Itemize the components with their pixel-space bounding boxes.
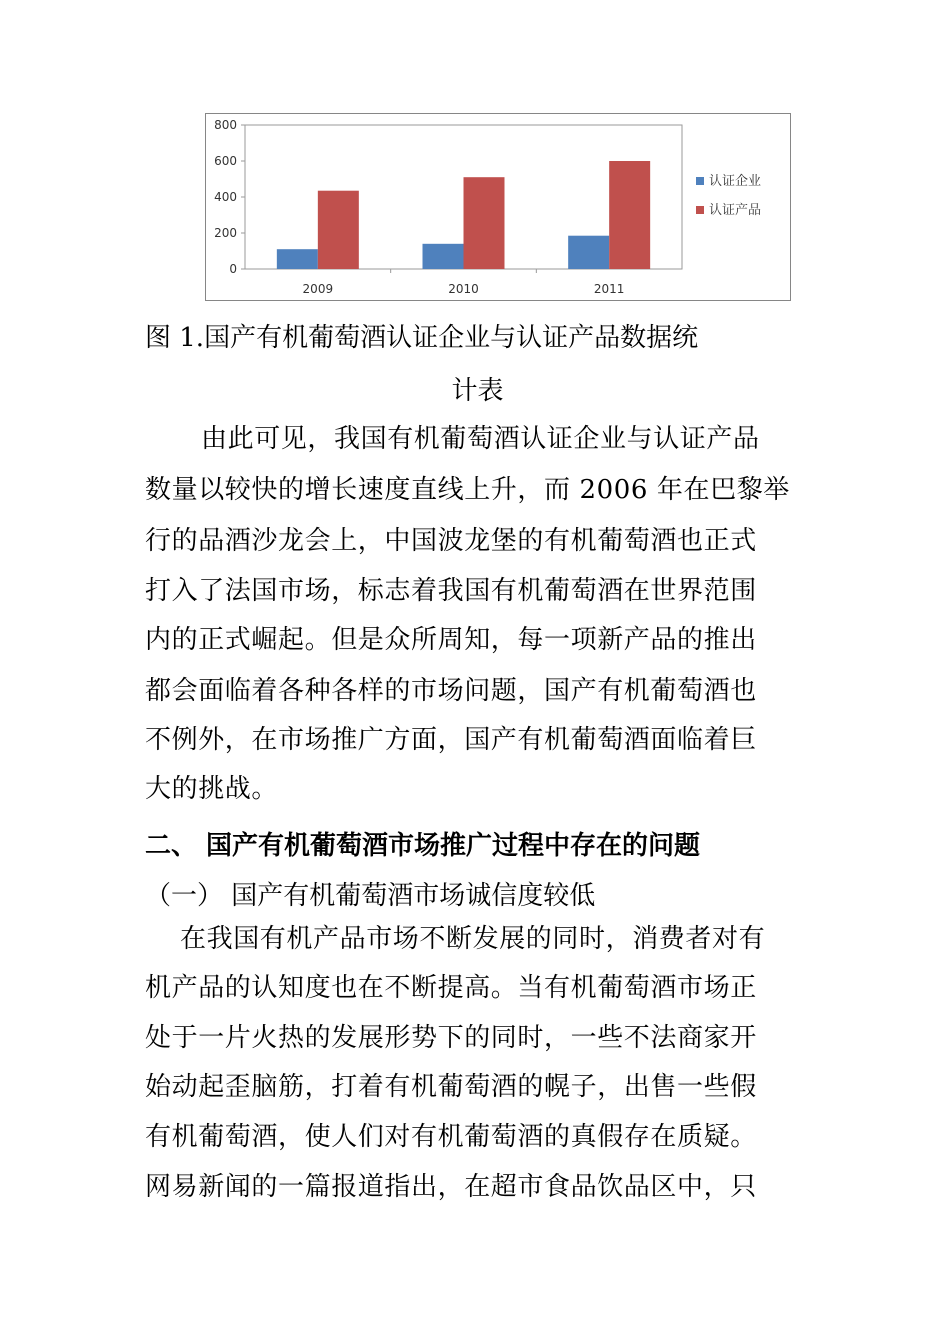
paragraph-line: 处于一片火热的发展形势下的同时，一些不法商家开 xyxy=(145,1023,757,1053)
y-tick-label: 800 xyxy=(214,118,237,132)
bar-enterprise xyxy=(423,244,464,269)
bar-product xyxy=(318,191,359,269)
paragraph-line: 内的正式崛起。但是众所周知，每一项新产品的推出 xyxy=(145,625,757,655)
bar-product xyxy=(609,161,650,269)
section-heading: 二、 国产有机葡萄酒市场推广过程中存在的问题 xyxy=(145,831,701,861)
paragraph-line: 行的品酒沙龙会上，中国波龙堡的有机葡萄酒也正式 xyxy=(145,526,757,556)
paragraph-line: 都会面临着各种各样的市场问题，国产有机葡萄酒也 xyxy=(145,676,757,706)
x-tick-label: 2009 xyxy=(302,282,334,296)
paragraph-line: 始动起歪脑筋，打着有机葡萄酒的幌子，出售一些假 xyxy=(145,1072,757,1102)
x-tick-label: 2010 xyxy=(448,282,479,296)
paragraph-line: 在我国有机产品市场不断发展的同时，消费者对有 xyxy=(180,924,766,954)
legend-label: 认证企业 xyxy=(709,174,762,189)
y-tick-label: 400 xyxy=(214,190,237,204)
paragraph-line: 有机葡萄酒，使人们对有机葡萄酒的真假存在质疑。 xyxy=(145,1122,757,1152)
paragraph-line: 网易新闻的一篇报道指出，在超市食品饮品区中，只 xyxy=(145,1172,757,1202)
paragraph-line: 不例外，在市场推广方面，国产有机葡萄酒面临着巨 xyxy=(145,725,757,755)
y-tick-label: 600 xyxy=(214,154,237,168)
paragraph-line: 由此可见，我国有机葡萄酒认证企业与认证产品 xyxy=(201,424,760,454)
paragraph-line: 大的挑战。 xyxy=(145,774,279,804)
legend-label: 认证产品 xyxy=(709,203,762,218)
legend-swatch xyxy=(696,206,704,214)
bar-enterprise xyxy=(568,236,609,269)
x-tick-label: 2011 xyxy=(593,282,625,296)
paragraph-line: 数量以较快的增长速度直线上升，而 2006 年在巴黎举 xyxy=(145,475,790,505)
bar-enterprise xyxy=(277,249,318,269)
paragraph-line: 打入了法国市场，标志着我国有机葡萄酒在世界范围 xyxy=(145,576,757,606)
legend-swatch xyxy=(696,177,704,185)
figure-caption-line-1: 图 1.国产有机葡萄酒认证企业与认证产品数据统 xyxy=(145,323,699,353)
bar-chart xyxy=(205,113,791,301)
y-tick-label: 0 xyxy=(229,262,237,276)
bar-product xyxy=(464,177,505,269)
subsection-heading: （一） 国产有机葡萄酒市场诚信度较低 xyxy=(145,881,596,911)
y-tick-label: 200 xyxy=(214,226,237,240)
figure-caption-line-2: 计表 xyxy=(451,376,504,406)
paragraph-line: 机产品的认知度也在不断提高。当有机葡萄酒市场正 xyxy=(145,973,757,1003)
